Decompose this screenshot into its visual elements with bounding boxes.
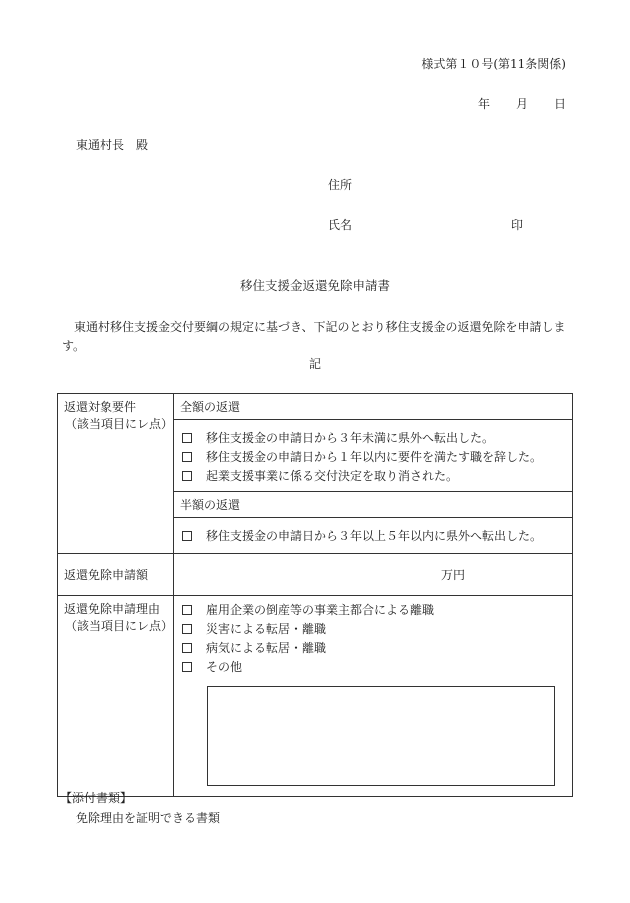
requirement-label-cell <box>58 394 174 554</box>
checkbox-icon[interactable] <box>182 605 192 615</box>
amount-label: 返還免除申請額 <box>58 554 174 596</box>
full-option-1[interactable]: 移住支援金の申請日から３年未満に県外へ転出した。 <box>182 428 566 447</box>
checkbox-icon[interactable] <box>182 452 192 462</box>
amount-field[interactable] <box>174 554 573 596</box>
requirement-sub: （該当項目にレ点） <box>65 417 174 432</box>
reason-option-3[interactable]: 病気による転居・離職 <box>182 638 566 657</box>
checkbox-icon[interactable] <box>182 531 192 541</box>
address-label: 住所 <box>328 178 353 192</box>
full-return-options <box>174 420 573 492</box>
amount-unit: 万円 <box>440 568 465 582</box>
seal-mark: 印 <box>511 218 524 232</box>
checkbox-icon[interactable] <box>182 471 192 481</box>
name-label: 氏名 <box>328 218 353 232</box>
full-option-3[interactable]: 起業支援事業に係る交付決定を取り消された。 <box>182 466 566 485</box>
half-return-heading: 半額の返還 <box>174 492 573 518</box>
date-day: 日 <box>553 97 566 111</box>
half-return-options <box>174 518 573 554</box>
recipient: 東通村長 殿 <box>76 138 149 152</box>
document-title: 移住支援金返還免除申請書 <box>239 278 390 293</box>
reason-option-2[interactable]: 災害による転居・離職 <box>182 619 566 638</box>
requirement-label: 返還対象要件 <box>64 400 137 414</box>
full-return-heading: 全額の返還 <box>174 394 573 420</box>
checkbox-icon[interactable] <box>182 624 192 634</box>
checkbox-icon[interactable] <box>182 433 192 443</box>
ki-marker: 記 <box>308 357 321 371</box>
date-line <box>478 98 566 110</box>
checkbox-icon[interactable] <box>182 643 192 653</box>
reason-options <box>174 596 573 797</box>
form-number: 様式第１０号(第11条関係) <box>421 57 566 71</box>
attachments-heading: 【添付書類】 <box>60 791 133 805</box>
full-option-2[interactable]: 移住支援金の申請日から１年以内に要件を満たす職を辞した。 <box>182 447 566 466</box>
intro-text: 東通村移住支援金交付要綱の規定に基づき、下記のとおり移住支援金の返還免除を申請します。 <box>62 320 566 354</box>
half-option-1[interactable]: 移住支援金の申請日から３年以上５年以内に県外へ転出した。 <box>182 526 566 545</box>
date-year: 年 <box>477 97 490 111</box>
reason-option-1[interactable]: 雇用企業の倒産等の事業主都合による離職 <box>182 600 566 619</box>
application-table <box>57 393 573 797</box>
checkbox-icon[interactable] <box>182 662 192 672</box>
attachment-item: 免除理由を証明できる書類 <box>76 811 221 825</box>
reason-label: 返還免除申請理由 <box>64 602 161 616</box>
reason-sub: （該当項目にレ点） <box>65 619 174 634</box>
other-reason-textbox[interactable] <box>207 686 555 786</box>
reason-label-cell <box>58 596 174 797</box>
date-month: 月 <box>515 97 528 111</box>
reason-option-4[interactable]: その他 <box>182 657 566 676</box>
